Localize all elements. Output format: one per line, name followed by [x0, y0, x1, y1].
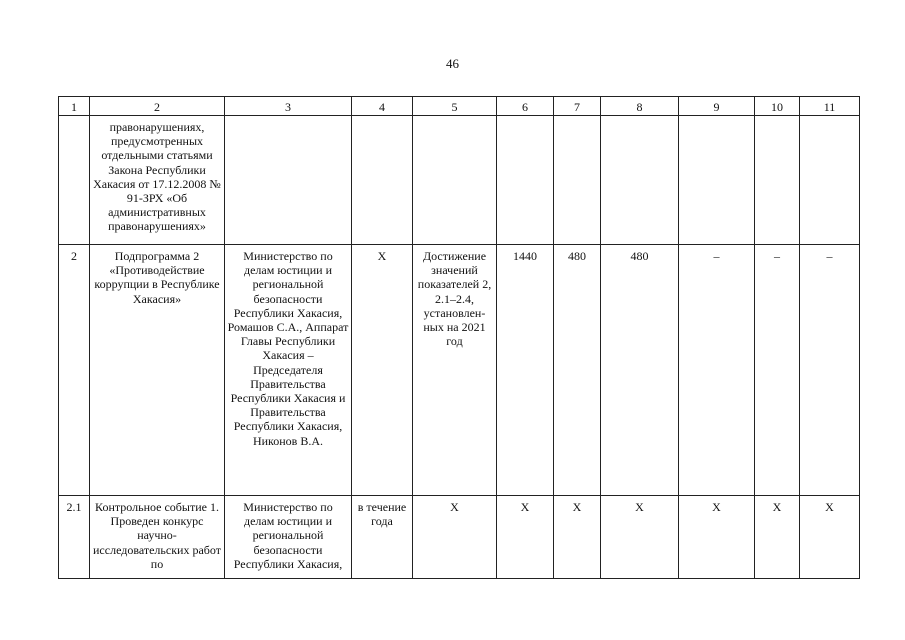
header-cell-9: 9	[679, 97, 755, 116]
cell-col-7	[554, 116, 601, 245]
cell-result: Х	[413, 496, 497, 579]
cell-col-11: Х	[800, 496, 860, 579]
cell-executor: Министерство по делам юстиции и региональной безопасности Республики Хакасия,	[225, 496, 352, 579]
table-row	[59, 496, 860, 579]
header-row	[59, 97, 860, 116]
header-cell-4: 4	[352, 97, 413, 116]
cell-name: Подпрограмма 2 «Противодействие коррупции в Республике Хакасия»	[90, 245, 225, 496]
cell-col-8	[601, 116, 679, 245]
cell-executor: Министерство по делам юстиции и региональной безопасности Республики Хакасия, Ромашов С.А., Аппарат Главы Республики Хакасия – Председателя Правительства Республики Хакасия и Правительства Республики Хакасия, Никонов В.А.	[225, 245, 352, 496]
header-cell-6: 6	[497, 97, 554, 116]
cell-number	[59, 116, 90, 245]
cell-col-6: Х	[497, 496, 554, 579]
cell-col-6: 1440	[497, 245, 554, 496]
cell-name: правонарушениях, предусмотренных отдельными статьями Закона Республики Хакасия от 17.12.2008 № 91-ЗРХ «Об административных правонарушениях»	[90, 116, 225, 245]
cell-name: Контрольное событие 1. Проведен конкурс научно-исследовательских работ по	[90, 496, 225, 579]
cell-col-6	[497, 116, 554, 245]
cell-col-9: –	[679, 245, 755, 496]
page-number: 46	[446, 56, 459, 71]
cell-executor	[225, 116, 352, 245]
header-cell-7: 7	[554, 97, 601, 116]
cell-number: 2	[59, 245, 90, 496]
cell-col-10	[755, 116, 800, 245]
table-row	[59, 245, 860, 496]
table-row	[59, 116, 860, 245]
header-cell-5: 5	[413, 97, 497, 116]
header-cell-1: 1	[59, 97, 90, 116]
header-cell-11: 11	[800, 97, 860, 116]
cell-term: в течение года	[352, 496, 413, 579]
cell-col-8: Х	[601, 496, 679, 579]
cell-col-9: Х	[679, 496, 755, 579]
cell-col-11: –	[800, 245, 860, 496]
program-table	[58, 96, 860, 579]
cell-col-10: Х	[755, 496, 800, 579]
cell-col-9	[679, 116, 755, 245]
cell-col-8: 480	[601, 245, 679, 496]
header-cell-10: 10	[755, 97, 800, 116]
cell-result: Достижение значений показателей 2, 2.1–2.4, установлен-ных на 2021 год	[413, 245, 497, 496]
header-cell-2: 2	[90, 97, 225, 116]
cell-col-11	[800, 116, 860, 245]
header-cell-8: 8	[601, 97, 679, 116]
cell-col-7: Х	[554, 496, 601, 579]
cell-col-7: 480	[554, 245, 601, 496]
cell-result	[413, 116, 497, 245]
cell-number: 2.1	[59, 496, 90, 579]
cell-col-10: –	[755, 245, 800, 496]
cell-term	[352, 116, 413, 245]
cell-term: Х	[352, 245, 413, 496]
header-cell-3: 3	[225, 97, 352, 116]
